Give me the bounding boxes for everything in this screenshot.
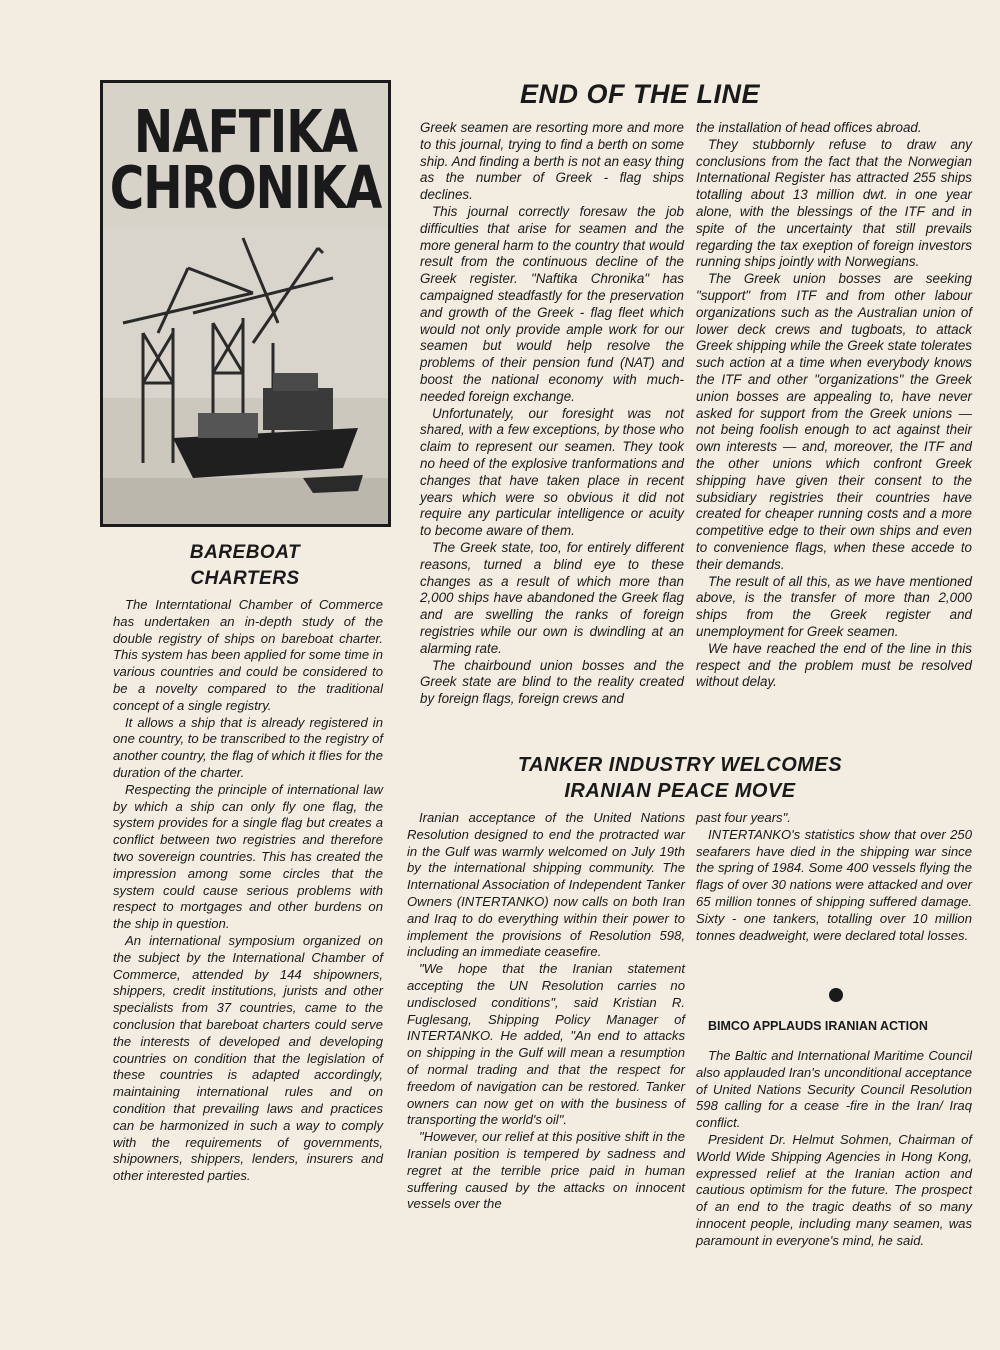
tanker-column-2 (696, 810, 972, 944)
paragraph: We have reached the end of the line in this respect and the problem must be resolved without delay. (696, 640, 972, 690)
tanker-heading-line1: TANKER INDUSTRY WELCOMES (517, 754, 843, 776)
tanker-heading-line2: IRANIAN PEACE MOVE (564, 780, 796, 802)
paragraph: The Interntational Chamber of Commerce has undertaken an in-depth study of the double registry of ships on bareboat charter. This system has been applied for some time in various countries and could be considered to be a novelty compared to the traditional concept of a single registry. (113, 597, 384, 713)
masthead-title-line2: CHRONIKA (109, 154, 382, 223)
paragraph: Unfortunately, our foresight was not shared, with a few exceptions, by those who claim to represent our seamen. They took no heed of the explosive tranformations and changes that have taken place in recent years which were so obvious it did not require any particular intelligence or acuity to become aware of them. (420, 405, 684, 539)
paragraph: "We hope that the Iranian statement accepting the UN Resolution carries no undisclosed conditions", said Kristian R. Fuglesang, Shipping Policy Manager of INTERTANKO. He added, "An end to attacks on shipping in the Gulf will mean a resumption of normal trading and that the respect for freedom of navigation can be restored. Tanker owners can now get on with the business of transporting the world's oil". (407, 961, 685, 1128)
paragraph: The Greek union bosses are seeking "support" from ITF and from other labour organizations such as the Australian union of lower deck crews and tugboats, to attack Greek shipping while the Greek state tolerates such action at a time when everybody knows the ITF and other "organizations" the Greek union bosses are appealing to, have never asked for support from the Greek unions — not being foolish enough to act against their own interests — and, moreover, the ITF and the other unions which confront Greek shipping have given their consent to the subsidiary registries their countries have created for cheaper running costs and a more competitive edge to their own ships and even to convenience flags, when these accede to their demands. (696, 271, 972, 572)
paragraph: An international symposium organized on the subject by the International Chamber of Commerce, attended by 144 shipowners, shippers, credit institutions, jurists and other specialists from 37 countries, came to the conclusion that bareboat charters could serve the interests of developed and developing countries on condition that the legislation of these countries is adapted accordingly, maintaining international rules and on condition that prevailing laws and practices can be harmonized in such a way to comply with the requirements of governments, shipowners, shippers, lenders, insurers and other interested parties. (113, 932, 383, 1184)
paragraph: The Greek state, too, for entirely different reasons, turned a blind eye to these changes as a result of which more than 2,000 ships have abandoned the Greek flag and are swelling the ranks of foreign registries while our own is dwindling at an alarming rate. (420, 539, 684, 656)
paragraph: This journal correctly foresaw the job difficulties that arise for seamen and the more general harm to the country that would result from the continuous decline of the Greek register. "Naftika Chronika" has campaigned steadfastly for the preservation and growth of the Greek - flag fleet which would not only provide ample work for our seamen but would help resolve the problems of their pension fund (NAT) and boost the national economy with much-needed foreign exchange. (420, 203, 684, 404)
section-bullet (829, 988, 843, 1002)
tanker-heading (420, 752, 940, 804)
bimco-article (696, 1048, 972, 1250)
paragraph: Iranian acceptance of the United Nations Resolution designed to end the protracted war in the Gulf was warmly welcomed on July 19th by the international shipping community. The International Association of Independent Tanker Owners (INTERTANKO) now calls on both Iran and Iraq to do everything within their power to implement the provisions of Resolution 598, including an immediate ceasefire. (407, 810, 685, 960)
masthead-title-line1: NAFTIKA (133, 98, 358, 167)
paragraph: It allows a ship that is already registered in one country, to be transcribed to the registry of another country, the flag of which it flies for the duration of the charter. (113, 714, 383, 780)
masthead-box (100, 80, 391, 527)
paragraph: Greek seamen are resorting more and more to this journal, trying to find a berth on some ship. And finding a berth is not an easy thing as the number of Greek - flag ships declines. (420, 120, 684, 203)
bareboat-heading-line1: BAREBOAT (189, 542, 301, 563)
paragraph: President Dr. Helmut Sohmen, Chairman of World Wide Shipping Agencies in Hong Kong, expressed relief at the Iranian action and cautious optimism for the future. The prospect of an end to the tragic deaths of so many innocent people, including many seamen, was paramount in everyone's mind, he said. (696, 1131, 972, 1248)
bimco-heading: BIMCO APPLAUDS IRANIAN ACTION (708, 1019, 928, 1033)
cranes-ship-photo (103, 83, 388, 524)
paragraph: They stubbornly refuse to draw any conclusions from the fact that the Norwegian International Register has attracted 255 ships totalling about 13 million dwt. in one year alone, with the blessings of the ITF and in spite of the uncertainty that still prevails regarding the tax exeption of foreign investors running ships jointly with Norwegians. (696, 136, 972, 270)
paragraph: The chairbound union bosses and the Greek state are blind to the reality created by foreign flags, foreign crews and (420, 657, 684, 707)
paragraph: The result of all this, as we have mentioned above, is the transfer of more than 2,000 ships from the Greek register and unemployment for Greek seamen. (696, 573, 972, 639)
paragraph: the installation of head offices abroad. (696, 120, 922, 135)
paragraph: past four years". (696, 810, 791, 825)
bareboat-heading (110, 540, 380, 592)
bareboat-article (113, 597, 383, 1185)
paragraph: Respecting the principle of international law by which a ship can only fly one flag, the system provides for a single flag but creates a conflict between two registries and therefore two sovereign countries. This has created the impression among some circles that the system could cause serious problems with respect to mortgages and other burdens on the ship in question. (113, 781, 383, 932)
paragraph: INTERTANKO's statistics show that over 250 seafarers have died in the shipping war since the spring of 1984. Some 400 vessels flying the flags of over 30 nations were attacked and over 65 million tonnes of shipping suffered damage. Sixty - one tankers, totalling over 10 million tonnes deadweight, were declared total losses. (696, 826, 972, 943)
paragraph: "However, our relief at this positive shift in the Iranian position is tempered by sadness and regret at the terrible price paid in human suffering caused by the attacks on innocent vessels over the (407, 1129, 685, 1212)
tanker-column-1 (407, 810, 685, 1213)
end-of-line-column-2 (696, 120, 972, 691)
end-of-line-heading: END OF THE LINE (520, 79, 761, 109)
end-of-line-column-1 (420, 120, 684, 708)
bareboat-heading-line2: CHARTERS (190, 568, 300, 589)
paragraph: The Baltic and International Maritime Council also applauded Iran's unconditional acceptance of United Nations Security Council Resolution 598 calling for a cease -fire in the Iran/ Iraq conflict. (696, 1048, 972, 1131)
